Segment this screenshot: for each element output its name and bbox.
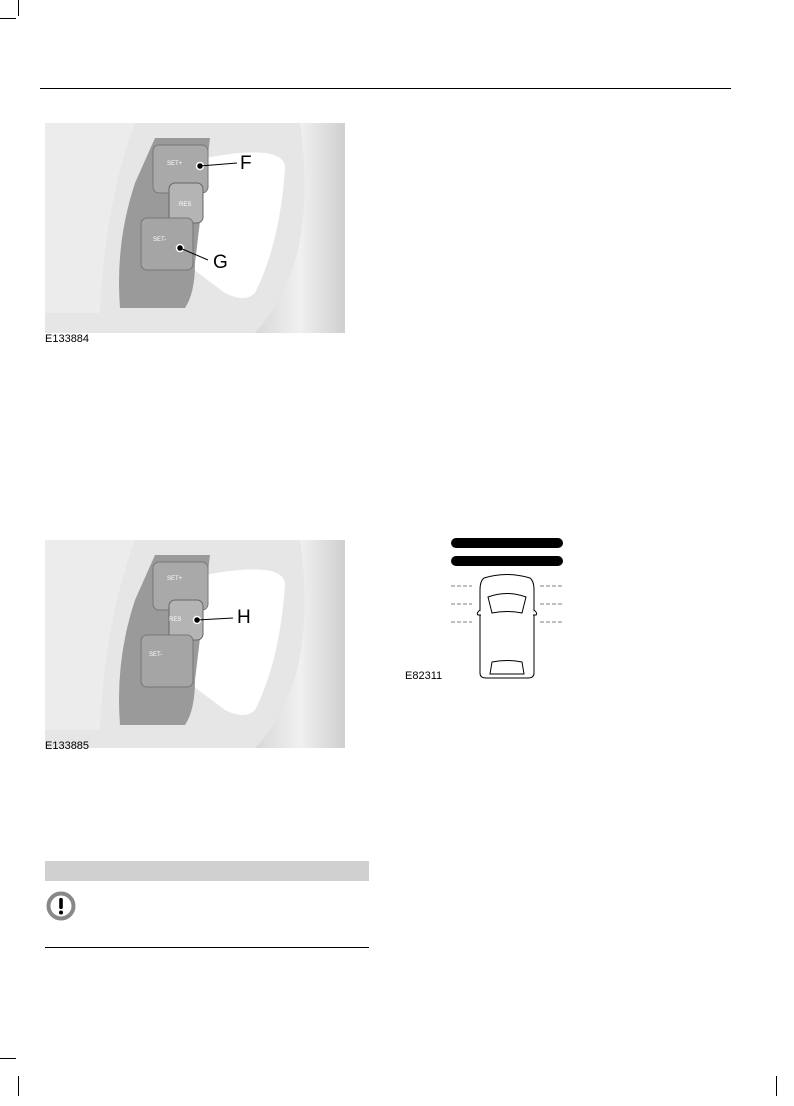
callout-h: H xyxy=(237,607,251,628)
set-minus-label: SET- xyxy=(149,652,163,658)
set-plus-label: SET+ xyxy=(167,161,183,167)
exclamation-circle-icon xyxy=(46,891,76,921)
figure-caption: E82311 xyxy=(405,670,443,682)
res-label: RES xyxy=(179,202,192,208)
res-label: RES xyxy=(169,617,182,623)
crop-mark xyxy=(18,0,19,16)
header-rule xyxy=(40,88,731,89)
warning-header-bar xyxy=(45,861,369,881)
callout-f: F xyxy=(240,153,252,174)
set-minus-label: SET- xyxy=(153,237,167,243)
callout-g: G xyxy=(213,252,228,273)
warning-bottom-rule xyxy=(45,947,369,948)
crop-mark xyxy=(776,1076,777,1096)
figure-caption: E133885 xyxy=(45,740,90,752)
figure-caption: E133884 xyxy=(45,333,90,345)
crop-mark xyxy=(0,1058,16,1059)
steering-wheel-figure-1 xyxy=(45,123,345,333)
set-plus-label: SET+ xyxy=(167,576,183,582)
car-lane-diagram xyxy=(448,535,568,685)
crop-mark xyxy=(18,1076,19,1096)
steering-wheel-figure-2 xyxy=(45,540,345,748)
crop-mark xyxy=(0,18,16,19)
